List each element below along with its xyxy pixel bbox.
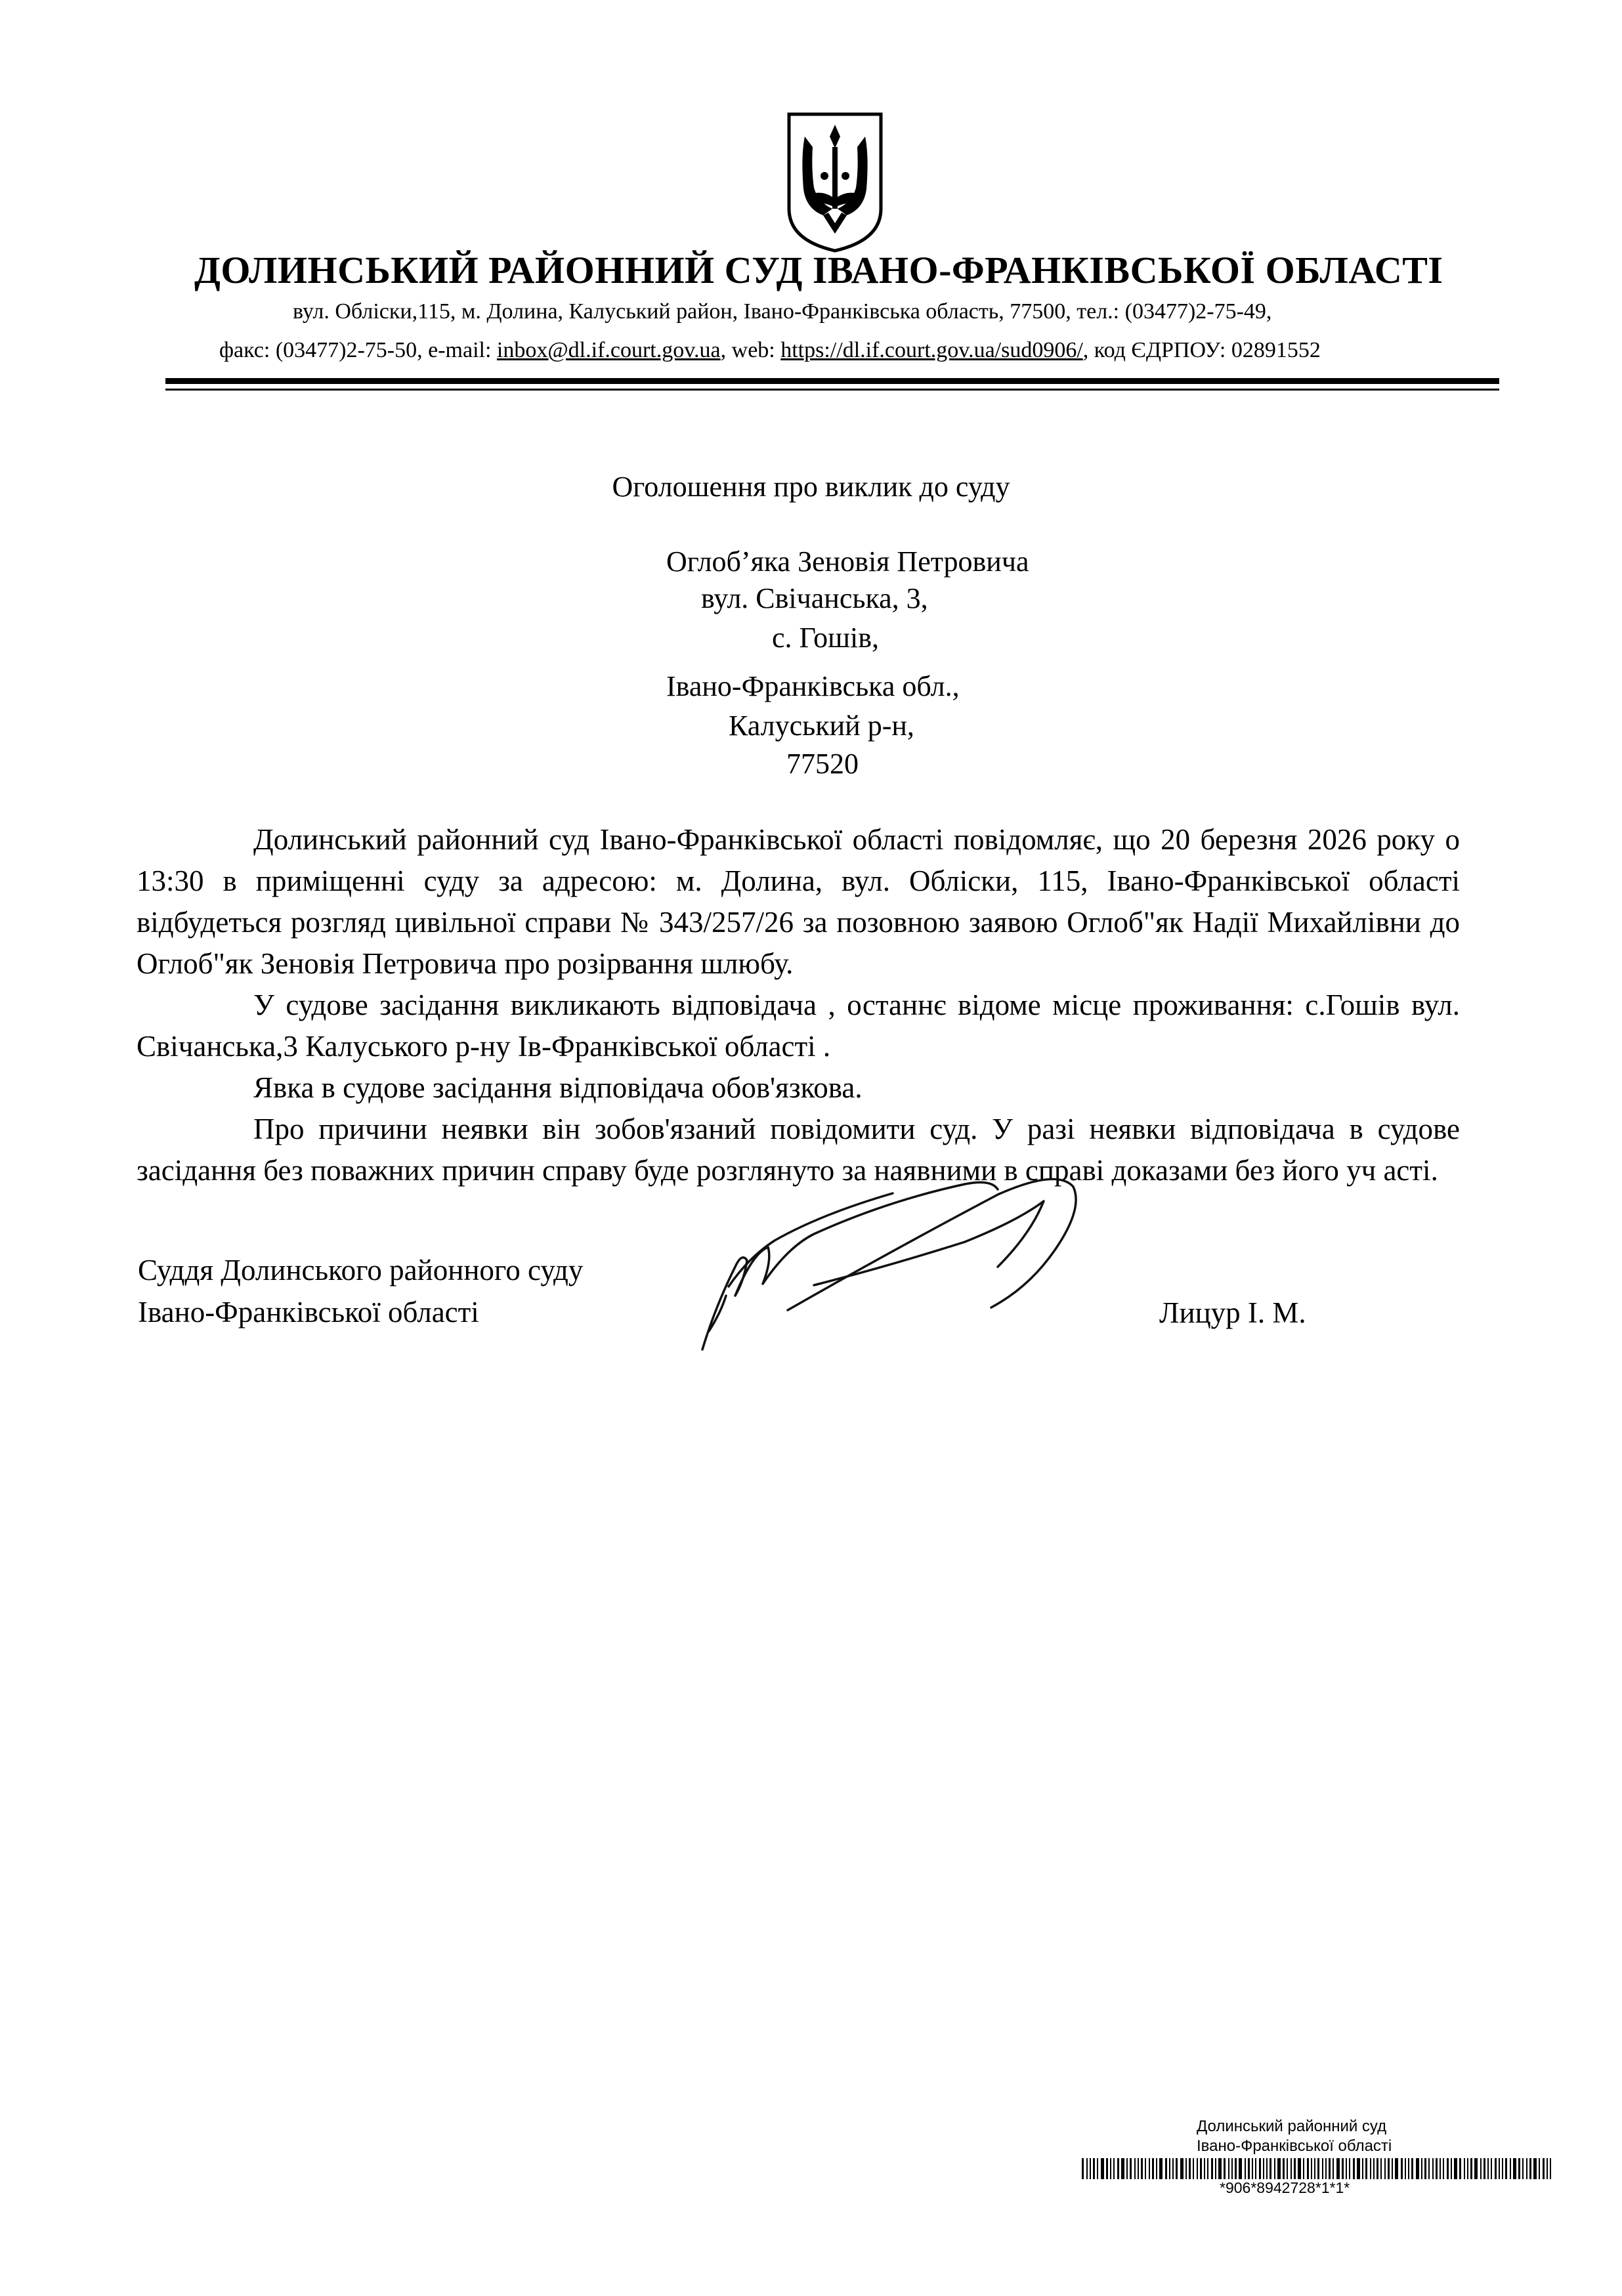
barcode-bar [1307,2158,1309,2179]
barcode-bar [1101,2158,1104,2179]
stamp-court-region: Івано-Франківської області [1197,2137,1392,2155]
judge-position-line: Суддя Долинського районного суду [138,1254,584,1286]
barcode-bar [1159,2158,1163,2179]
barcode-bar [1464,2158,1465,2179]
barcode-bar [1200,2158,1202,2179]
barcode-bar [1349,2158,1350,2179]
barcode-bar [1245,2158,1246,2179]
barcode-bar [1353,2158,1355,2179]
barcode-bar [1491,2158,1492,2179]
barcode-bar [1529,2158,1531,2179]
barcode-bar [1274,2158,1275,2179]
barcode-bar [1392,2158,1393,2179]
barcode-bar [1322,2158,1323,2179]
barcode-bar [1513,2158,1516,2179]
barcode-bar [1141,2158,1143,2179]
edrpou-code: , код ЄДРПОУ: 02891552 [1082,338,1321,362]
barcode-bar [1298,2158,1301,2179]
barcode-bar [1395,2158,1398,2179]
barcode-bar [1090,2158,1091,2179]
notice-paragraph: У судове засідання викликають відповідача , останнє відоме місце проживання: с.Гошів вул. Свічанська,3 Калуського р-ну Ів-Франківської області . [137,989,1460,1063]
barcode-bar [1447,2158,1449,2179]
barcode-bar [1518,2158,1520,2179]
barcode-bar [1325,2158,1327,2179]
barcode-bar [1416,2158,1419,2179]
barcode-bar [1218,2158,1222,2179]
barcode-bar [1454,2158,1457,2179]
barcode-bar [1165,2158,1167,2179]
barcode-bar [1211,2158,1213,2179]
barcode-bar [1543,2158,1545,2179]
barcode-bar [1152,2158,1154,2179]
barcode-bar [1467,2158,1468,2179]
barcode-bar [1459,2158,1461,2179]
barcode-bar [1270,2158,1271,2179]
barcode-bar [1266,2158,1268,2179]
notice-body [137,819,1460,1191]
barcode-bar [1189,2158,1191,2179]
barcode-bar [1204,2158,1205,2179]
barcode-bar [1421,2158,1422,2179]
barcode-bar [1440,2158,1441,2179]
barcode-bar [1451,2158,1452,2179]
barcode-bar [1436,2158,1438,2179]
barcode-bar [1510,2158,1511,2179]
barcode-bar [1086,2158,1088,2179]
notice-paragraph: Явка в судове засідання відповідача обов'язкова. [253,1071,863,1104]
barcode-bar [1365,2158,1367,2179]
barcode-bar [1384,2158,1386,2179]
notice-paragraph: Долинський районний суд Івано-Франківської області повідомляє, що 20 березня 2026 року о 13:30 в приміщенні суду за адресою: м. Долина, вул. Обліски, 115, Івано-Франківської області відбудеться розгляд цивільної справи № 343/257/26 за позовною заявою Оглоб"як Надії Михайлівни до Оглоб"як Зеновія Петровича про розірвання шлюбу. [137,823,1460,980]
barcode-bar [1424,2158,1426,2179]
barcode-bar [1333,2158,1334,2179]
barcode-bar [1263,2158,1264,2179]
barcode-bar [1169,2158,1170,2179]
barcode-bar [1259,2158,1261,2179]
barcode-bar [1388,2158,1390,2179]
fax-label: факс: (03477)2-75-50, e-mail: [219,338,497,362]
barcode-bar [1495,2158,1497,2179]
addressee-region: Івано-Франківська обл., [666,670,960,702]
barcode-bar [1180,2158,1184,2179]
barcode-bar [1172,2158,1174,2179]
barcode-bar [1294,2158,1296,2179]
barcode-bar [1113,2158,1115,2179]
barcode-bar [1474,2158,1478,2179]
barcode-bar [1176,2158,1178,2179]
barcode-bar [1526,2158,1527,2179]
barcode-bar [1357,2158,1360,2179]
barcode-bar [1428,2158,1430,2179]
barcode-bar [1505,2158,1507,2179]
barcode-bar [1411,2158,1413,2179]
barcode-bar [1134,2158,1136,2179]
barcode-bar [1311,2158,1312,2179]
barcode-bar [1522,2158,1524,2179]
barcode-bar [1138,2158,1139,2179]
barcode-bar [1346,2158,1347,2179]
barcode-bar [1314,2158,1315,2179]
barcode [1082,2158,1554,2179]
barcode-bar [1329,2158,1331,2179]
barcode-bar [1130,2158,1132,2179]
barcode-bar [1235,2158,1237,2179]
barcode-bar [1408,2158,1409,2179]
barcode-bar [1117,2158,1119,2179]
barcode-bar [1277,2158,1281,2179]
barcode-bar [1193,2158,1194,2179]
barcode-bar [1539,2158,1540,2179]
handwritten-signature [689,1155,1096,1359]
barcode-bar [1283,2158,1285,2179]
barcode-bar [1550,2158,1551,2179]
judge-position-line: Івано-Франківської області [138,1296,479,1329]
barcode-bar [1401,2158,1403,2179]
barcode-bar [1342,2158,1344,2179]
barcode-bar [1443,2158,1444,2179]
barcode-bar [1470,2158,1472,2179]
web-label: , web: [720,338,781,362]
trident-icon [785,110,885,255]
barcode-bar [1380,2158,1382,2179]
website-link[interactable]: https://dl.if.court.gov.ua/sud0906/ [780,338,1083,362]
barcode-bar [1291,2158,1292,2179]
header-divider-thin [165,389,1499,391]
barcode-bar [1303,2158,1304,2179]
barcode-bar [1185,2158,1187,2179]
barcode-bar [1373,2158,1375,2179]
barcode-bar [1483,2158,1485,2179]
barcode-bar [1362,2158,1363,2179]
barcode-bar [1336,2158,1340,2179]
document-title: Оголошення про виклик до суду [612,471,1010,503]
header-divider [165,378,1499,384]
barcode-bar [1502,2158,1503,2179]
barcode-bar [1480,2158,1482,2179]
court-name: ДОЛИНСЬКИЙ РАЙОННИЙ СУД ІВАНО-ФРАНКІВСЬКОЇ ОБЛАСТІ [194,249,1443,291]
barcode-bar [1370,2158,1371,2179]
barcode-bar [1215,2158,1216,2179]
addressee-district: Калуський р-н, [729,710,914,742]
court-address: вул. Обліски,115, м. Долина, Калуський район, Івано-Франківська область, 77500, тел.: (03477)2-75-49, [293,299,1272,324]
barcode-bar [1317,2158,1319,2179]
barcode-bar [1224,2158,1226,2179]
barcode-bar [1149,2158,1150,2179]
barcode-bar [1145,2158,1146,2179]
barcode-bar [1487,2158,1489,2179]
email-link[interactable]: inbox@dl.if.court.gov.ua [496,338,721,362]
addressee-postal-code: 77520 [786,748,859,780]
judge-name: Лицур І. М. [1159,1296,1306,1329]
barcode-bar [1377,2158,1378,2179]
barcode-bar [1082,2158,1084,2179]
barcode-bar [1239,2158,1242,2179]
barcode-bar [1093,2158,1095,2179]
barcode-bar [1252,2158,1253,2179]
barcode-bar [1197,2158,1198,2179]
stamp-court-name: Долинський районний суд [1197,2117,1387,2135]
barcode-bar [1255,2158,1256,2179]
addressee-village: с. Гошів, [772,622,879,654]
barcode-bar [1156,2158,1157,2179]
barcode-bar [1432,2158,1434,2179]
barcode-bar [1248,2158,1250,2179]
addressee-name: Оглоб’яка Зеновія Петровича [666,545,1029,578]
barcode-bar [1207,2158,1208,2179]
barcode-bar [1121,2158,1124,2179]
notice-paragraph: Про причини неявки він зобов'язаний повідомити суд. У разі неявки відповідача в судове засідання без поважних причин справу буде розглянуто за наявними в справі доказами без його уч асті. [137,1113,1460,1187]
barcode-bar [1231,2158,1233,2179]
barcode-number: *906*8942728*1*1* [1220,2179,1350,2196]
barcode-bar [1097,2158,1098,2179]
barcode-bar [1405,2158,1406,2179]
court-contacts [219,333,1321,368]
addressee-street: вул. Свічанська, 3, [701,582,928,614]
barcode-bar [1287,2158,1288,2179]
barcode-bar [1533,2158,1537,2179]
barcode-bar [1126,2158,1128,2179]
barcode-bar [1110,2158,1111,2179]
judge-position [138,1249,583,1333]
barcode-bar [1499,2158,1500,2179]
barcode-bar [1228,2158,1229,2179]
barcode-bar [1547,2158,1548,2179]
barcode-bar [1106,2158,1108,2179]
